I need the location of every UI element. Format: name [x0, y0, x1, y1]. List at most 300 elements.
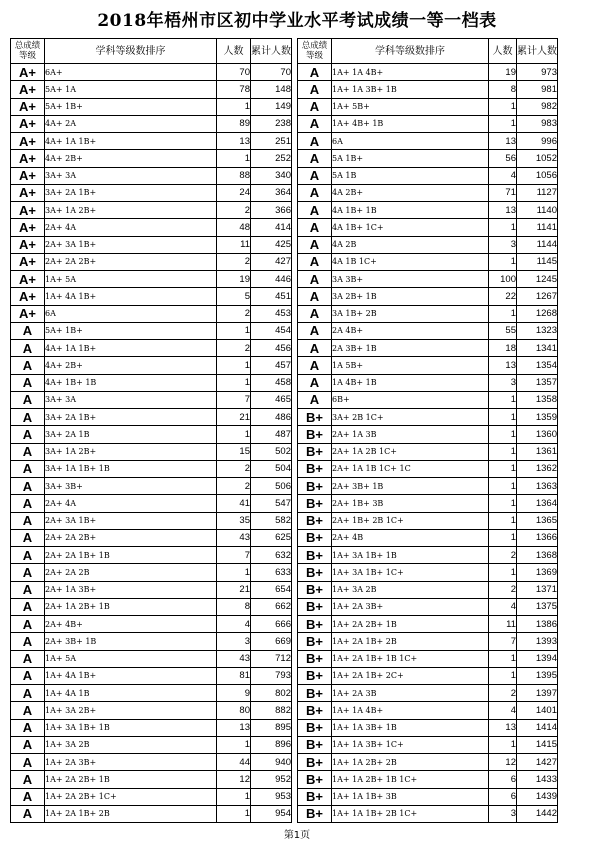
cumulative-cell: 364 [251, 184, 292, 201]
cumulative-cell: 487 [251, 426, 292, 443]
subjects-cell: 3A+ 3A [45, 391, 217, 408]
table-row [11, 702, 292, 719]
count-cell: 1 [489, 736, 517, 753]
count-cell: 8 [217, 598, 251, 615]
cumulative-cell: 793 [251, 667, 292, 684]
cumulative-cell: 238 [251, 115, 292, 132]
cumulative-cell: 1140 [517, 202, 558, 219]
table-row [11, 167, 292, 184]
cumulative-cell: 451 [251, 288, 292, 305]
table-row [11, 564, 292, 581]
table-row [298, 271, 558, 288]
subjects-cell: 2A 3B+ 1B [332, 340, 489, 357]
grade-cell: B+ [298, 598, 332, 615]
cumulative-cell: 502 [251, 443, 292, 460]
subjects-cell: 3A+ 2A 1B [45, 426, 217, 443]
count-cell: 7 [217, 547, 251, 564]
count-cell: 1 [489, 667, 517, 684]
grade-cell: A [298, 391, 332, 408]
table-row [298, 167, 558, 184]
grade-cell: A [11, 443, 45, 460]
cumulative-cell: 982 [517, 98, 558, 115]
header-subjects: 学科等级数排序 [332, 39, 489, 64]
cumulative-cell: 425 [251, 236, 292, 253]
grade-cell: A [11, 650, 45, 667]
grade-cell: A [298, 374, 332, 391]
count-cell: 2 [217, 305, 251, 322]
table-row [11, 271, 292, 288]
table-row [11, 598, 292, 615]
subjects-cell: 2A+ 1A 2B+ 1B [45, 598, 217, 615]
table-row [11, 529, 292, 546]
cumulative-cell: 1357 [517, 374, 558, 391]
grade-cell: B+ [298, 633, 332, 650]
cumulative-cell: 1368 [517, 547, 558, 564]
count-cell: 13 [489, 357, 517, 374]
cumulative-cell: 1360 [517, 426, 558, 443]
cumulative-cell: 1364 [517, 495, 558, 512]
table-row [298, 64, 558, 81]
cumulative-cell: 1268 [517, 305, 558, 322]
table-row [11, 443, 292, 460]
table-row [298, 685, 558, 702]
subjects-cell: 4A+ 1A 1B+ [45, 133, 217, 150]
count-cell: 4 [489, 702, 517, 719]
grade-cell: A [298, 253, 332, 270]
subjects-cell: 2A+ 4B+ [45, 616, 217, 633]
table-row [298, 305, 558, 322]
table-row [11, 771, 292, 788]
count-cell: 1 [217, 564, 251, 581]
table-row [11, 650, 292, 667]
subjects-cell: 1A+ 4A 1B+ [45, 288, 217, 305]
grade-cell: A+ [11, 81, 45, 98]
subjects-cell: 3A+ 1A 2B+ [45, 443, 217, 460]
page-title: 2018年梧州市区初中学业水平考试成绩一等一档表 [97, 11, 497, 31]
grade-cell: B+ [298, 736, 332, 753]
grade-cell: A [298, 236, 332, 253]
table-row [298, 322, 558, 339]
cumulative-cell: 633 [251, 564, 292, 581]
table-row [298, 598, 558, 615]
subjects-cell: 2A+ 1B+ 3B [332, 495, 489, 512]
cumulative-cell: 340 [251, 167, 292, 184]
subjects-cell: 4A 1B+ 1C+ [332, 219, 489, 236]
cumulative-cell: 506 [251, 478, 292, 495]
grade-cell: B+ [298, 426, 332, 443]
grade-cell: A [11, 495, 45, 512]
subjects-cell: 1A+ 5A [45, 271, 217, 288]
grade-cell: A [11, 788, 45, 805]
table-row [11, 288, 292, 305]
grade-cell: B+ [298, 616, 332, 633]
cumulative-cell: 1144 [517, 236, 558, 253]
count-cell: 8 [489, 81, 517, 98]
grade-cell: A [298, 81, 332, 98]
grade-cell: A+ [11, 305, 45, 322]
cumulative-cell: 895 [251, 719, 292, 736]
table-row [298, 495, 558, 512]
grade-cell: A+ [11, 271, 45, 288]
table-row [298, 426, 558, 443]
count-cell: 12 [489, 754, 517, 771]
subjects-cell: 1A+ 5A [45, 650, 217, 667]
grade-cell: A+ [11, 288, 45, 305]
cumulative-cell: 1354 [517, 357, 558, 374]
grade-cell: A [11, 426, 45, 443]
subjects-cell: 2A+ 2A 2B+ [45, 529, 217, 546]
cumulative-cell: 882 [251, 702, 292, 719]
subjects-cell: 1A+ 4A 1B+ [45, 667, 217, 684]
subjects-cell: 1A 4B+ 1B [332, 374, 489, 391]
cumulative-cell: 414 [251, 219, 292, 236]
subjects-cell: 2A+ 3B+ 1B [332, 478, 489, 495]
count-cell: 4 [489, 598, 517, 615]
grade-cell: A [11, 374, 45, 391]
count-cell: 41 [217, 495, 251, 512]
cumulative-cell: 457 [251, 357, 292, 374]
grade-cell: B+ [298, 512, 332, 529]
grade-cell: A [11, 391, 45, 408]
grade-cell: A [11, 340, 45, 357]
table-row [11, 754, 292, 771]
grade-cell: B+ [298, 564, 332, 581]
count-cell: 1 [217, 736, 251, 753]
cumulative-cell: 632 [251, 547, 292, 564]
cumulative-cell: 149 [251, 98, 292, 115]
count-cell: 3 [489, 236, 517, 253]
grade-cell: B+ [298, 581, 332, 598]
subjects-cell: 1A+ 1A 4B+ [332, 702, 489, 719]
grade-cell: A [298, 271, 332, 288]
subjects-cell: 1A+ 1A 4B+ [332, 64, 489, 81]
subjects-cell: 2A+ 1A 3B [332, 426, 489, 443]
subjects-cell: 3A 3B+ [332, 271, 489, 288]
grade-cell: B+ [298, 754, 332, 771]
cumulative-cell: 1369 [517, 564, 558, 581]
subjects-cell: 1A+ 1A 3B+ 1C+ [332, 736, 489, 753]
count-cell: 1 [489, 512, 517, 529]
cumulative-cell: 1427 [517, 754, 558, 771]
subjects-cell: 3A+ 1A 2B+ [45, 202, 217, 219]
count-cell: 2 [217, 202, 251, 219]
table-row [298, 253, 558, 270]
count-cell: 19 [489, 64, 517, 81]
grade-cell: A [11, 322, 45, 339]
count-cell: 71 [489, 184, 517, 201]
subjects-cell: 4A 2B [332, 236, 489, 253]
subjects-cell: 2A+ 3A 1B+ [45, 236, 217, 253]
count-cell: 1 [217, 322, 251, 339]
table-row [298, 460, 558, 477]
count-cell: 2 [217, 340, 251, 357]
cumulative-cell: 70 [251, 64, 292, 81]
subjects-cell: 4A+ 1B+ 1B [45, 374, 217, 391]
grade-cell: A [11, 529, 45, 546]
cumulative-cell: 996 [517, 133, 558, 150]
count-cell: 7 [489, 633, 517, 650]
table-row [298, 564, 558, 581]
grade-cell: A [11, 702, 45, 719]
grade-cell: A+ [11, 253, 45, 270]
table-row [298, 512, 558, 529]
cumulative-cell: 582 [251, 512, 292, 529]
cumulative-cell: 1323 [517, 322, 558, 339]
table-row [11, 667, 292, 684]
count-cell: 1 [489, 495, 517, 512]
grade-cell: A+ [11, 150, 45, 167]
table-row [298, 771, 558, 788]
count-cell: 19 [217, 271, 251, 288]
count-cell: 6 [489, 788, 517, 805]
table-row [298, 633, 558, 650]
grade-cell: B+ [298, 460, 332, 477]
count-cell: 80 [217, 702, 251, 719]
header-grade-label: 总成绩 等级 [301, 41, 328, 61]
count-cell: 1 [489, 460, 517, 477]
grade-cell: B+ [298, 685, 332, 702]
count-cell: 1 [489, 409, 517, 426]
cumulative-cell: 1401 [517, 702, 558, 719]
table-row [11, 512, 292, 529]
grade-cell: A [11, 460, 45, 477]
subjects-cell: 6A [332, 133, 489, 150]
grade-cell: A [298, 357, 332, 374]
count-cell: 1 [489, 219, 517, 236]
count-cell: 4 [217, 616, 251, 633]
cumulative-cell: 1375 [517, 598, 558, 615]
cumulative-cell: 940 [251, 754, 292, 771]
count-cell: 1 [217, 150, 251, 167]
grade-cell: A+ [11, 236, 45, 253]
grade-cell: B+ [298, 443, 332, 460]
cumulative-cell: 458 [251, 374, 292, 391]
subjects-cell: 1A+ 1A 2B+ 2B [332, 754, 489, 771]
subjects-cell: 1A+ 2A 2B+ 1B [332, 616, 489, 633]
count-cell: 2 [217, 460, 251, 477]
table-row [298, 288, 558, 305]
table-row [298, 409, 558, 426]
subjects-cell: 1A+ 3A 1B+ 1B [45, 719, 217, 736]
cumulative-cell: 1052 [517, 150, 558, 167]
table-row [298, 202, 558, 219]
count-cell: 13 [217, 719, 251, 736]
grade-cell: A [298, 64, 332, 81]
grade-cell: A [11, 805, 45, 822]
grade-cell: A [11, 719, 45, 736]
table-row [11, 426, 292, 443]
table-row [298, 547, 558, 564]
cumulative-cell: 1415 [517, 736, 558, 753]
count-cell: 1 [489, 478, 517, 495]
count-cell: 22 [489, 288, 517, 305]
count-cell: 89 [217, 115, 251, 132]
subjects-cell: 2A+ 1A 2B 1C+ [332, 443, 489, 460]
subjects-cell: 5A+ 1B+ [45, 98, 217, 115]
subjects-cell: 1A+ 2A 1B+ 2C+ [332, 667, 489, 684]
subjects-cell: 1A+ 3A 2B [332, 581, 489, 598]
grade-cell: A [298, 167, 332, 184]
count-cell: 1 [489, 391, 517, 408]
grade-cell: A+ [11, 167, 45, 184]
cumulative-cell: 954 [251, 805, 292, 822]
subjects-cell: 2A+ 1A 1B 1C+ 1C [332, 460, 489, 477]
count-cell: 1 [489, 650, 517, 667]
subjects-cell: 6A [45, 305, 217, 322]
grade-cell: A [298, 115, 332, 132]
grade-cell: A+ [11, 184, 45, 201]
subjects-cell: 3A 1B+ 2B [332, 305, 489, 322]
count-cell: 1 [489, 305, 517, 322]
count-cell: 12 [217, 771, 251, 788]
count-cell: 3 [217, 633, 251, 650]
count-cell: 55 [489, 322, 517, 339]
header-cumulative: 累计人数 [517, 39, 558, 64]
grade-cell: A [11, 736, 45, 753]
cumulative-cell: 952 [251, 771, 292, 788]
grade-cell: A [298, 133, 332, 150]
table-row [11, 133, 292, 150]
table-row [11, 805, 292, 822]
count-cell: 1 [217, 426, 251, 443]
count-cell: 9 [217, 685, 251, 702]
subjects-cell: 1A+ 5B+ [332, 98, 489, 115]
grade-cell: A [11, 754, 45, 771]
table-row [11, 150, 292, 167]
table-row [298, 391, 558, 408]
subjects-cell: 1A+ 2A 1B+ 2B [45, 805, 217, 822]
grade-cell: A+ [11, 202, 45, 219]
table-row [298, 236, 558, 253]
cumulative-cell: 896 [251, 736, 292, 753]
subjects-cell: 1A+ 1A 1B+ 2B 1C+ [332, 805, 489, 822]
subjects-cell: 4A 1B+ 1B [332, 202, 489, 219]
cumulative-cell: 1145 [517, 253, 558, 270]
count-cell: 1 [217, 374, 251, 391]
cumulative-cell: 465 [251, 391, 292, 408]
table-row [298, 374, 558, 391]
table-row [11, 202, 292, 219]
table-row [298, 81, 558, 98]
subjects-cell: 1A+ 1A 3B+ 1B [332, 81, 489, 98]
cumulative-cell: 666 [251, 616, 292, 633]
grade-cell: A [298, 150, 332, 167]
grade-cell: A [298, 305, 332, 322]
table-row [11, 391, 292, 408]
grade-cell: B+ [298, 478, 332, 495]
cumulative-cell: 504 [251, 460, 292, 477]
cumulative-cell: 1127 [517, 184, 558, 201]
cumulative-cell: 1397 [517, 685, 558, 702]
table-row [298, 219, 558, 236]
cumulative-cell: 427 [251, 253, 292, 270]
subjects-cell: 1A+ 2A 3B+ [45, 754, 217, 771]
subjects-cell: 1A+ 3A 2B [45, 736, 217, 753]
grade-cell: B+ [298, 805, 332, 822]
table-row [11, 478, 292, 495]
grade-cell: A [298, 322, 332, 339]
count-cell: 13 [489, 719, 517, 736]
subjects-cell: 6B+ [332, 391, 489, 408]
table-row [11, 581, 292, 598]
cumulative-cell: 983 [517, 115, 558, 132]
table-row [298, 581, 558, 598]
table-row [298, 115, 558, 132]
table-row [298, 616, 558, 633]
subjects-cell: 1A+ 2A 2B+ 1C+ [45, 788, 217, 805]
table-row [298, 754, 558, 771]
table-row [11, 547, 292, 564]
subjects-cell: 2A 4B+ [332, 322, 489, 339]
subjects-cell: 1A+ 2A 2B+ 1B [45, 771, 217, 788]
cumulative-cell: 1358 [517, 391, 558, 408]
count-cell: 1 [217, 788, 251, 805]
grade-cell: A [298, 340, 332, 357]
table-row [298, 667, 558, 684]
count-cell: 24 [217, 184, 251, 201]
subjects-cell: 1A+ 4B+ 1B [332, 115, 489, 132]
subjects-cell: 2A+ 3B+ 1B [45, 633, 217, 650]
count-cell: 56 [489, 150, 517, 167]
header-grade-label: 总成绩 等级 [14, 41, 41, 61]
subjects-cell: 1A+ 4A 1B [45, 685, 217, 702]
grade-cell: B+ [298, 771, 332, 788]
table-row [11, 409, 292, 426]
count-cell: 2 [489, 547, 517, 564]
grade-cell: B+ [298, 702, 332, 719]
count-cell: 13 [217, 133, 251, 150]
table-row [298, 478, 558, 495]
count-cell: 1 [489, 253, 517, 270]
count-cell: 43 [217, 529, 251, 546]
count-cell: 35 [217, 512, 251, 529]
table-row [298, 98, 558, 115]
count-cell: 15 [217, 443, 251, 460]
subjects-cell: 4A+ 2A [45, 115, 217, 132]
subjects-cell: 2A+ 2A 2B+ [45, 253, 217, 270]
grade-table-left [10, 38, 292, 823]
table-row [298, 340, 558, 357]
grade-cell: A [11, 685, 45, 702]
count-cell: 7 [217, 391, 251, 408]
header-subjects: 学科等级数排序 [45, 39, 217, 64]
cumulative-cell: 456 [251, 340, 292, 357]
cumulative-cell: 1141 [517, 219, 558, 236]
cumulative-cell: 1394 [517, 650, 558, 667]
subjects-cell: 5A 1B [332, 167, 489, 184]
page-number: 第1页 [283, 830, 311, 841]
subjects-cell: 4A+ 1A 1B+ [45, 340, 217, 357]
table-row [11, 616, 292, 633]
grade-cell: A [11, 633, 45, 650]
subjects-cell: 1A+ 3A 1B+ 1C+ [332, 564, 489, 581]
grade-cell: A+ [11, 133, 45, 150]
count-cell: 13 [489, 202, 517, 219]
subjects-cell: 5A+ 1A [45, 81, 217, 98]
table-row [298, 357, 558, 374]
count-cell: 100 [489, 271, 517, 288]
subjects-cell: 1A+ 2A 3B+ [332, 598, 489, 615]
cumulative-cell: 625 [251, 529, 292, 546]
count-cell: 48 [217, 219, 251, 236]
subjects-cell: 1A+ 2A 1B+ 1B 1C+ [332, 650, 489, 667]
cumulative-cell: 1361 [517, 443, 558, 460]
table-row [298, 150, 558, 167]
table-row [298, 702, 558, 719]
count-cell: 1 [217, 357, 251, 374]
table-row [11, 340, 292, 357]
cumulative-cell: 1363 [517, 478, 558, 495]
